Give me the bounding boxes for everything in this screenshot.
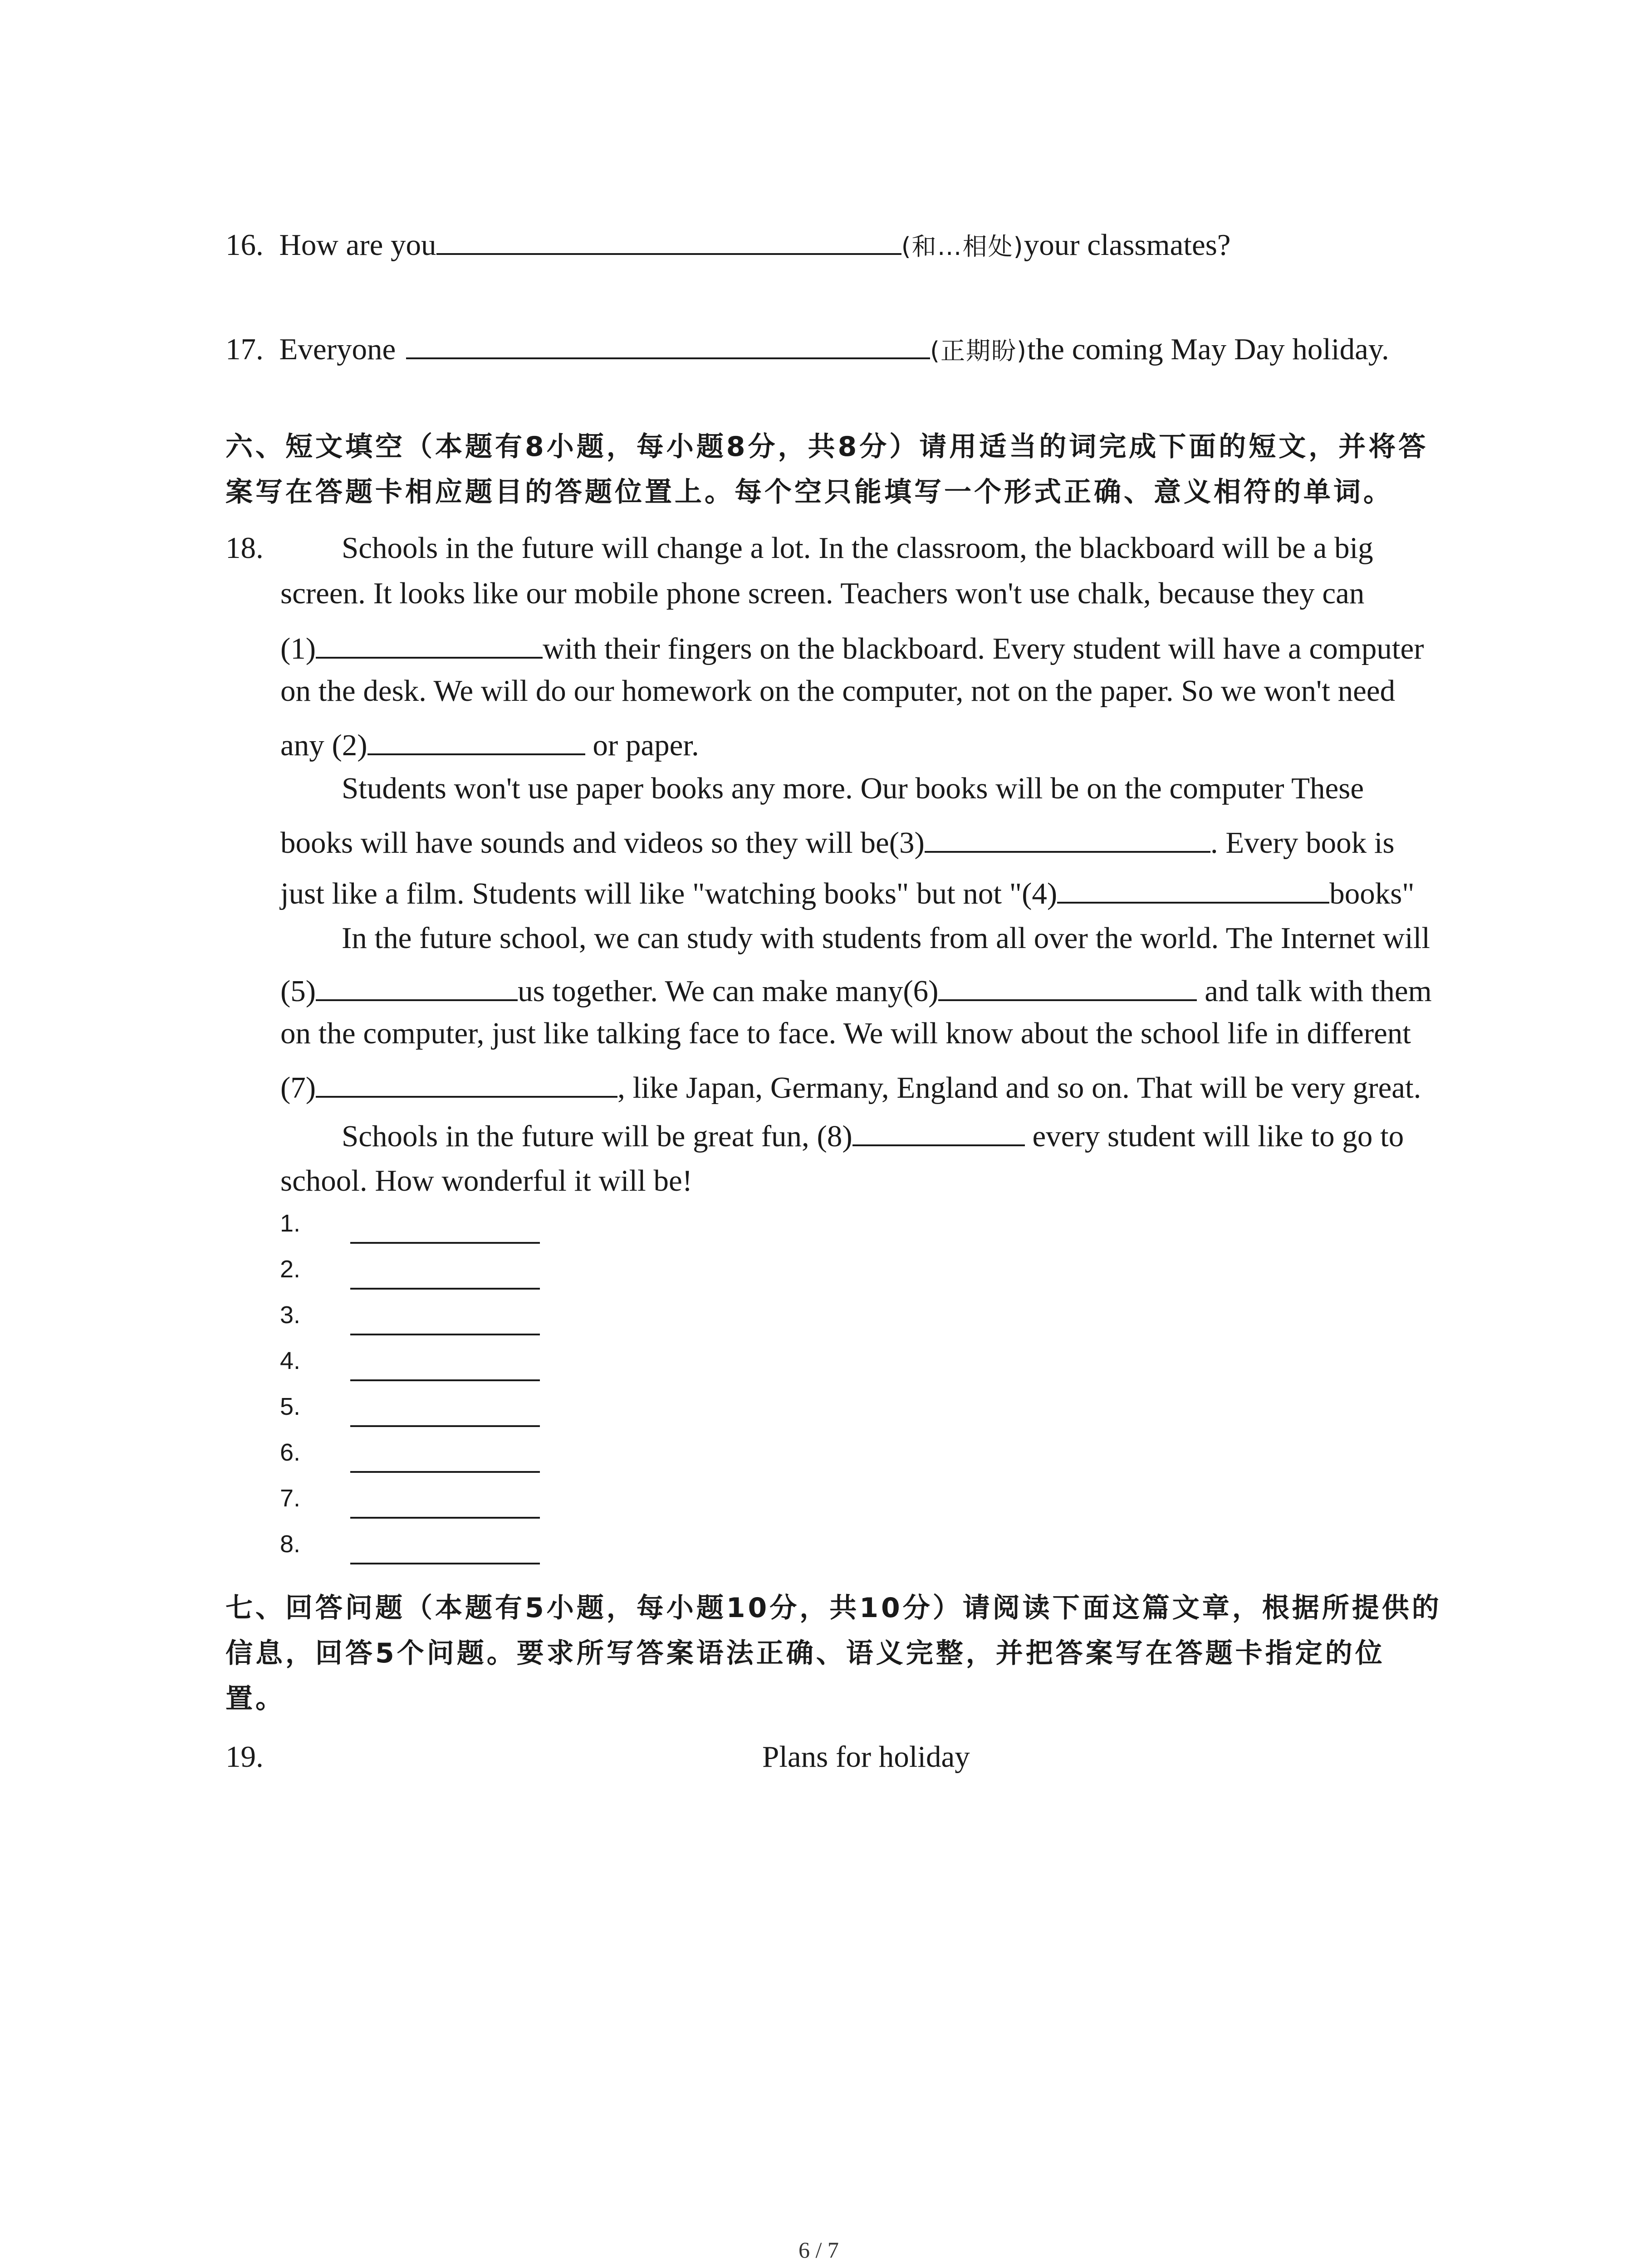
passage-line: In the future school, we can study with students from all over the world. The Internet will	[342, 921, 1430, 955]
question-text: your classmates?	[1024, 228, 1231, 262]
passage-line: Students won't use paper books any more. Our books will be on the computer These	[342, 772, 1364, 805]
answer-line[interactable]	[350, 1517, 540, 1519]
question-text: the coming May Day holiday.	[1027, 332, 1389, 366]
answer-blank[interactable]	[406, 331, 930, 359]
passage-line: school. How wonderful it will be!	[280, 1164, 693, 1198]
answer-line[interactable]	[350, 1563, 540, 1564]
passage-line: on the desk. We will do our homework on the computer, not on the paper. So we won't need	[280, 674, 1396, 708]
question-17	[225, 331, 1389, 365]
passage-line: (5) us together. We can make many(6) and talk with them	[280, 973, 1432, 1007]
section-7-heading-line2: 信息，回答5个问题。要求所写答案语法正确、语义完整，并把答案写在答题卡指定的位	[225, 1637, 1385, 1669]
question-text: Everyone	[279, 332, 396, 366]
answer-label: 6.	[280, 1439, 301, 1466]
question-number: 18.	[225, 531, 264, 565]
answer-label: 1.	[280, 1210, 301, 1237]
answer-line[interactable]	[350, 1288, 540, 1290]
question-16	[225, 227, 1231, 260]
question-number: 19.	[225, 1740, 264, 1774]
answer-label: 4.	[280, 1347, 301, 1374]
section-7-heading-line3: 置。	[225, 1683, 285, 1715]
question-number: 16.	[225, 228, 264, 262]
chinese-hint: (和…相处)	[901, 232, 1024, 261]
answer-label: 5.	[280, 1393, 301, 1420]
passage-line: any (2) or paper.	[280, 727, 699, 761]
section-6-heading-line2: 案写在答题卡相应题目的答题位置上。每个空只能填写一个形式正确、意义相符的单词。	[225, 476, 1393, 508]
blank-5[interactable]	[316, 973, 518, 1001]
section-7-heading-line1: 七、回答问题（本题有5小题，每小题10分，共10分）请阅读下面这篇文章，根据所提供的	[225, 1592, 1442, 1624]
answer-label: 2.	[280, 1256, 301, 1283]
passage-line: Schools in the future will change a lot. In the classroom, the blackboard will be a big	[342, 531, 1373, 565]
chinese-hint: (正期盼)	[930, 337, 1028, 365]
passage-title: Plans for holiday	[762, 1740, 970, 1774]
passage-line: (1) with their fingers on the blackboard. Every student will have a computer	[280, 631, 1424, 664]
blank-1[interactable]	[316, 631, 543, 659]
passage-line: Schools in the future will be great fun, (8) every student will like to go to	[342, 1118, 1404, 1152]
section-6-heading-line1: 六、短文填空（本题有8小题，每小题8分，共8分）请用适当的词完成下面的短文，并将答	[225, 431, 1429, 463]
blank-4[interactable]	[1057, 875, 1329, 904]
page-number: 6 / 7	[798, 2237, 839, 2263]
answer-line[interactable]	[350, 1425, 540, 1427]
question-number: 17.	[225, 332, 264, 366]
passage-line: books will have sounds and videos so they will be(3) . Every book is	[280, 825, 1395, 858]
question-text: How are you	[279, 228, 436, 262]
passage-line: on the computer, just like talking face to face. We will know about the school life in different	[280, 1017, 1411, 1050]
answer-line[interactable]	[350, 1471, 540, 1473]
passage-line: just like a film. Students will like "watching books" but not "(4) books"	[280, 875, 1415, 909]
blank-3[interactable]	[925, 825, 1210, 853]
blank-6[interactable]	[938, 973, 1197, 1001]
answer-blank[interactable]	[436, 227, 901, 255]
answer-line[interactable]	[350, 1334, 540, 1335]
answer-line[interactable]	[350, 1242, 540, 1244]
blank-7[interactable]	[316, 1070, 617, 1098]
answer-label: 3.	[280, 1301, 301, 1329]
answer-label: 7.	[280, 1485, 301, 1512]
blank-2[interactable]	[367, 727, 585, 755]
passage-line: (7) , like Japan, Germany, England and so on. That will be very great.	[280, 1070, 1421, 1103]
blank-8[interactable]	[852, 1118, 1025, 1146]
answer-label: 8.	[280, 1530, 301, 1558]
answer-line[interactable]	[350, 1379, 540, 1381]
passage-line: screen. It looks like our mobile phone screen. Teachers won't use chalk, because they can	[280, 577, 1365, 610]
